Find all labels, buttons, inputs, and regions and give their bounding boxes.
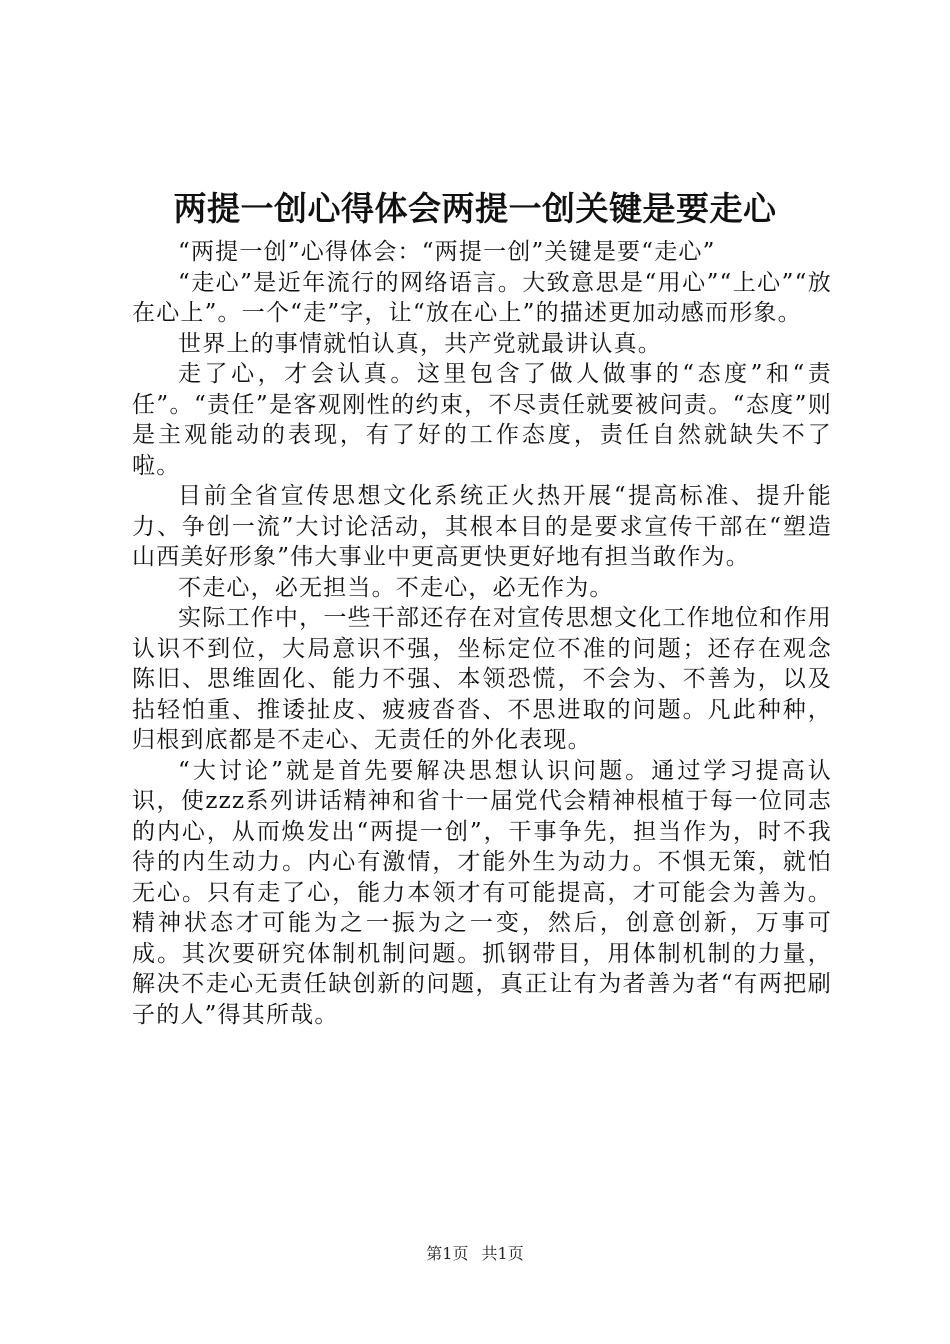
page-number: 第1页 xyxy=(426,1244,469,1263)
paragraph: 世界上的事情就怕认真，共产党就最讲认真。 xyxy=(178,330,662,357)
paragraph-subtitle: “两提一创”心得体会：“两提一创”关键是要“走心” xyxy=(178,239,716,265)
paragraph: “大讨论”就是首先要解决思想认识问题。通过学习提高认识，使zzz系列讲话精神和省十一届党代会精神根植于每一位同志的内心，从而焕发出“两提一创”，干事争先，担当作为，时不我待的内生动力。内心有激情，才能外生为动力。不惧无策，就怕无心。只有走了心，能力本领才有可能提高，才可能会为善为。精神状态才可能为之一振为之一变，然后，创意创新，万事可成。其次要研究体制机制问题。抓钢带目，用体制机制的力量，解决不走心无责任缺创新的问题，真正让有为者善为者“有两把刷子的人”得其所哉。 xyxy=(132,757,832,1028)
paragraph: “走心”是近年流行的网络语言。大致意思是“用心”“上心”“放在心上”。一个“走”字，让“放在心上”的描述更加动感而形象。 xyxy=(132,269,832,326)
paragraph: 实际工作中，一些干部还存在对宣传思想文化工作地位和作用认识不到位，大局意识不强，坐标定位不准的问题；还存在观念陈旧、思维固化、能力不强、本领恐慌，不会为、不善为，以及拈轻怕重、推诿扯皮、疲疲沓沓、不思进取的问题。凡此种种，归根到底都是不走心、无责任的外化表现。 xyxy=(132,605,832,753)
page-total: 共1页 xyxy=(481,1244,524,1263)
document-body xyxy=(132,237,832,1030)
document-title: 两提一创心得体会两提一创关键是要走心 xyxy=(173,189,777,228)
paragraph: 不走心，必无担当。不走心，必无作为。 xyxy=(178,574,614,601)
paragraph: 目前全省宣传思想文化系统正火热开展“提高标准、提升能力、争创一流”大讨论活动，其根本目的是要求宣传干部在“塑造山西美好形象”伟大事业中更高更快更好地有担当敢作为。 xyxy=(132,483,832,570)
page-footer xyxy=(0,1243,950,1265)
paragraph: 走了心，才会认真。这里包含了做人做事的“态度”和“责任”。“责任”是客观刚性的约束，不尽责任就要被问责。“态度”则是主观能动的表现，有了好的工作态度，责任自然就缺失不了啦。 xyxy=(132,361,832,479)
